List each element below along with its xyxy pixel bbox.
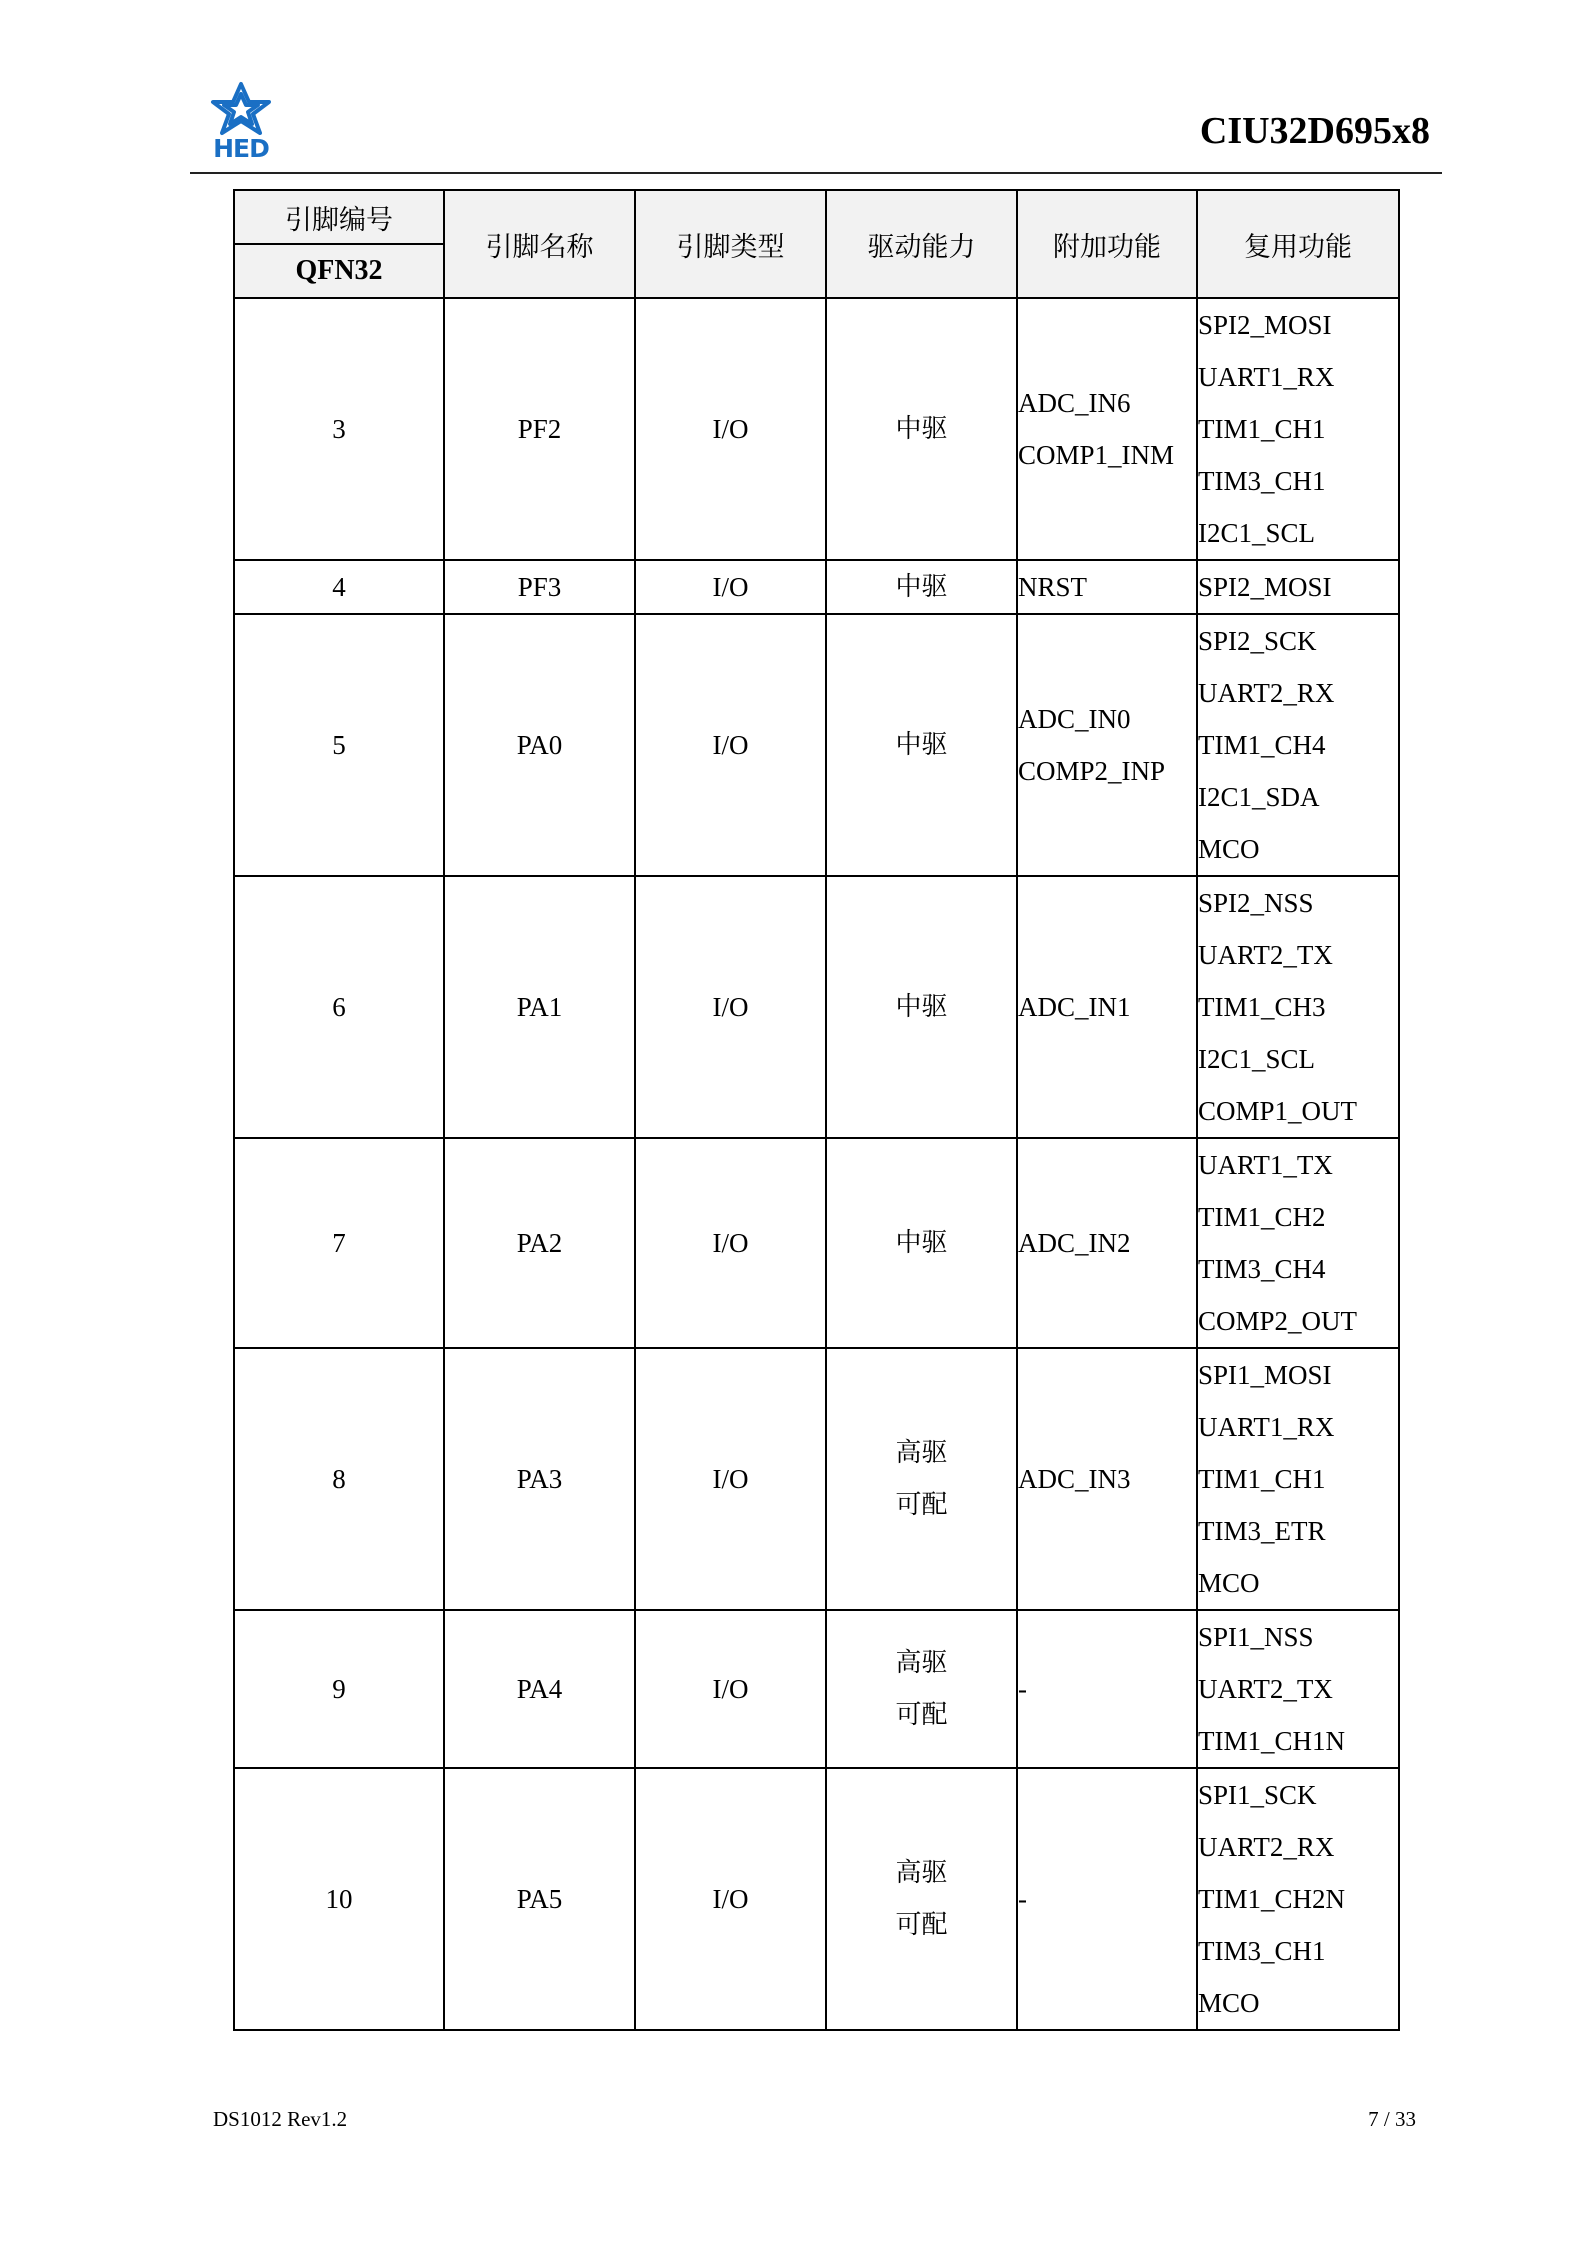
alternate-cell-line: UART1_RX bbox=[1198, 1412, 1335, 1442]
alternate-cell-line: SPI2_MOSI bbox=[1198, 310, 1332, 340]
pin-name-cell bbox=[444, 614, 635, 876]
additional-cell-line: ADC_IN6 bbox=[1018, 388, 1131, 418]
pin-name-cell bbox=[444, 560, 635, 614]
table-row bbox=[234, 1138, 1399, 1348]
drive-cell-line: 中驱 bbox=[895, 730, 948, 760]
drive-cell-line: 中驱 bbox=[895, 414, 948, 444]
additional-cell bbox=[1017, 1768, 1197, 2030]
drive-cell-line: 高驱 bbox=[895, 1648, 948, 1678]
pin-type-cell-text: I/O bbox=[712, 1464, 749, 1494]
pin-number-cell bbox=[234, 1348, 444, 1610]
hed-logo bbox=[205, 80, 277, 162]
alternate-cell-line: SPI2_MOSI bbox=[1198, 572, 1332, 602]
additional-cell bbox=[1017, 298, 1197, 560]
col-header-alternate: 复用功能 bbox=[1197, 190, 1399, 298]
alternate-cell-line: TIM1_CH1 bbox=[1198, 1464, 1326, 1494]
pin-type-cell-text: I/O bbox=[712, 414, 749, 444]
alternate-cell bbox=[1197, 560, 1399, 614]
alternate-cell-line: SPI2_SCK bbox=[1198, 626, 1317, 656]
table-row bbox=[234, 614, 1399, 876]
alternate-cell-line: TIM1_CH1N bbox=[1198, 1726, 1345, 1756]
alternate-cell-line: TIM1_CH2 bbox=[1198, 1202, 1326, 1232]
alternate-cell-line: COMP2_OUT bbox=[1198, 1306, 1358, 1336]
alternate-cell-line: SPI1_NSS bbox=[1198, 1622, 1314, 1652]
col-header-drive: 驱动能力 bbox=[826, 190, 1017, 298]
pin-name-cell-text: PA1 bbox=[516, 992, 563, 1022]
footer-doc-id: DS1012 Rev1.2 bbox=[213, 2107, 348, 2131]
pin-number-cell-text: 8 bbox=[332, 1464, 346, 1494]
alternate-cell-line: UART2_RX bbox=[1198, 1832, 1335, 1862]
alternate-cell bbox=[1197, 1348, 1399, 1610]
pin-number-cell bbox=[234, 1138, 444, 1348]
pin-name-cell-text: PA5 bbox=[516, 1884, 563, 1914]
additional-cell-line: ADC_IN2 bbox=[1018, 1228, 1131, 1258]
additional-cell bbox=[1017, 614, 1197, 876]
alternate-cell-line: COMP1_OUT bbox=[1198, 1096, 1358, 1126]
alternate-cell-line: TIM3_CH1 bbox=[1198, 1936, 1326, 1966]
drive-cell bbox=[826, 614, 1017, 876]
alternate-cell-line: UART1_TX bbox=[1198, 1150, 1333, 1180]
pin-name-cell bbox=[444, 298, 635, 560]
footer-page-number: 7 / 33 bbox=[1368, 2107, 1416, 2131]
alternate-cell-line: MCO bbox=[1198, 1568, 1260, 1598]
drive-cell-line: 可配 bbox=[895, 1490, 948, 1520]
drive-cell-line: 中驱 bbox=[895, 992, 948, 1022]
drive-cell-line: 高驱 bbox=[895, 1438, 948, 1468]
table-row bbox=[234, 560, 1399, 614]
pin-number-cell-text: 10 bbox=[325, 1884, 353, 1914]
drive-cell-line: 可配 bbox=[895, 1910, 948, 1940]
star-logo-icon bbox=[205, 80, 277, 138]
pin-definition-table bbox=[233, 189, 1400, 2031]
alternate-cell-line: UART1_RX bbox=[1198, 362, 1335, 392]
pin-number-cell bbox=[234, 614, 444, 876]
col-header-pin-number: 引脚编号 bbox=[234, 190, 444, 244]
additional-cell-line: NRST bbox=[1018, 572, 1088, 602]
col-header-additional: 附加功能 bbox=[1017, 190, 1197, 298]
pin-name-cell bbox=[444, 1138, 635, 1348]
pin-number-cell bbox=[234, 1610, 444, 1768]
alternate-cell-line: TIM3_CH1 bbox=[1198, 466, 1326, 496]
drive-cell bbox=[826, 1768, 1017, 2030]
additional-cell bbox=[1017, 876, 1197, 1138]
pin-type-cell-text: I/O bbox=[712, 992, 749, 1022]
pin-name-cell-text: PF2 bbox=[517, 414, 562, 444]
pin-type-cell-text: I/O bbox=[712, 730, 749, 760]
pin-name-cell bbox=[444, 1768, 635, 2030]
alternate-cell-line: SPI1_MOSI bbox=[1198, 1360, 1332, 1390]
pin-number-cell bbox=[234, 876, 444, 1138]
drive-cell-line: 可配 bbox=[895, 1700, 948, 1730]
drive-cell bbox=[826, 876, 1017, 1138]
pin-number-cell-text: 7 bbox=[332, 1228, 346, 1258]
pin-number-cell bbox=[234, 1768, 444, 2030]
pin-name-cell-text: PA2 bbox=[516, 1228, 563, 1258]
alternate-cell-line: MCO bbox=[1198, 1988, 1260, 2018]
pin-type-cell bbox=[635, 614, 826, 876]
drive-cell bbox=[826, 1348, 1017, 1610]
additional-cell-line: ADC_IN3 bbox=[1018, 1464, 1131, 1494]
table-row bbox=[234, 1768, 1399, 2030]
pin-number-cell bbox=[234, 298, 444, 560]
additional-cell-line: - bbox=[1018, 1674, 1027, 1704]
pin-type-cell bbox=[635, 1138, 826, 1348]
additional-cell bbox=[1017, 560, 1197, 614]
table-row bbox=[234, 876, 1399, 1138]
alternate-cell bbox=[1197, 876, 1399, 1138]
pin-number-cell-text: 9 bbox=[332, 1674, 346, 1704]
pin-type-cell bbox=[635, 1610, 826, 1768]
alternate-cell-line: SPI2_NSS bbox=[1198, 888, 1314, 918]
col-header-package: QFN32 bbox=[234, 244, 444, 298]
pin-type-cell-text: I/O bbox=[712, 1884, 749, 1914]
pin-type-cell-text: I/O bbox=[712, 572, 749, 602]
alternate-cell-line: TIM3_CH4 bbox=[1198, 1254, 1326, 1284]
pin-name-cell bbox=[444, 1610, 635, 1768]
alternate-cell-line: UART2_RX bbox=[1198, 678, 1335, 708]
pin-number-cell-text: 3 bbox=[332, 414, 346, 444]
drive-cell bbox=[826, 560, 1017, 614]
additional-cell-line: COMP1_INM bbox=[1018, 440, 1175, 470]
alternate-cell-line: TIM1_CH2N bbox=[1198, 1884, 1345, 1914]
pin-name-cell-text: PA3 bbox=[516, 1464, 563, 1494]
alternate-cell-line: UART2_TX bbox=[1198, 940, 1333, 970]
pin-type-cell bbox=[635, 1768, 826, 2030]
drive-cell bbox=[826, 1610, 1017, 1768]
alternate-cell-line: SPI1_SCK bbox=[1198, 1780, 1317, 1810]
logo-text: HED bbox=[213, 134, 269, 163]
alternate-cell-line: TIM1_CH3 bbox=[1198, 992, 1326, 1022]
alternate-cell bbox=[1197, 614, 1399, 876]
drive-cell-line: 中驱 bbox=[895, 572, 948, 602]
alternate-cell-line: MCO bbox=[1198, 834, 1260, 864]
pin-type-cell bbox=[635, 876, 826, 1138]
alternate-cell bbox=[1197, 1610, 1399, 1768]
alternate-cell-line: I2C1_SDA bbox=[1198, 782, 1320, 812]
additional-cell-line: ADC_IN0 bbox=[1018, 704, 1131, 734]
table-row bbox=[234, 1610, 1399, 1768]
col-header-pin-name: 引脚名称 bbox=[444, 190, 635, 298]
additional-cell bbox=[1017, 1348, 1197, 1610]
additional-cell-line: ADC_IN1 bbox=[1018, 992, 1131, 1022]
col-header-pin-type: 引脚类型 bbox=[635, 190, 826, 298]
table-row bbox=[234, 1348, 1399, 1610]
pin-name-cell-text: PA0 bbox=[516, 730, 563, 760]
additional-cell bbox=[1017, 1610, 1197, 1768]
pin-type-cell bbox=[635, 1348, 826, 1610]
additional-cell-line: COMP2_INP bbox=[1018, 756, 1166, 786]
additional-cell bbox=[1017, 1138, 1197, 1348]
alternate-cell-line: TIM1_CH1 bbox=[1198, 414, 1326, 444]
alternate-cell-line: TIM3_ETR bbox=[1198, 1516, 1326, 1546]
alternate-cell-line: TIM1_CH4 bbox=[1198, 730, 1326, 760]
pin-rows bbox=[234, 298, 1399, 2030]
drive-cell-line: 中驱 bbox=[895, 1228, 948, 1258]
alternate-cell bbox=[1197, 1768, 1399, 2030]
table-row bbox=[234, 298, 1399, 560]
header-rule bbox=[190, 172, 1442, 174]
drive-cell-line: 高驱 bbox=[895, 1858, 948, 1888]
alternate-cell bbox=[1197, 1138, 1399, 1348]
alternate-cell-line: I2C1_SCL bbox=[1198, 518, 1316, 548]
pin-type-cell-text: I/O bbox=[712, 1674, 749, 1704]
drive-cell bbox=[826, 298, 1017, 560]
pin-number-cell-text: 6 bbox=[332, 992, 346, 1022]
pin-type-cell bbox=[635, 560, 826, 614]
pin-name-cell-text: PA4 bbox=[516, 1674, 563, 1704]
alternate-cell-line: I2C1_SCL bbox=[1198, 1044, 1316, 1074]
pin-name-cell bbox=[444, 1348, 635, 1610]
drive-cell bbox=[826, 1138, 1017, 1348]
pin-name-cell-text: PF3 bbox=[517, 572, 562, 602]
pin-type-cell bbox=[635, 298, 826, 560]
pin-number-cell-text: 5 bbox=[332, 730, 346, 760]
pin-number-cell-text: 4 bbox=[332, 572, 346, 602]
pin-number-cell bbox=[234, 560, 444, 614]
pin-name-cell bbox=[444, 876, 635, 1138]
pin-type-cell-text: I/O bbox=[712, 1228, 749, 1258]
alternate-cell bbox=[1197, 298, 1399, 560]
additional-cell-line: - bbox=[1018, 1884, 1027, 1914]
document-title: CIU32D695x8 bbox=[1199, 110, 1430, 152]
alternate-cell-line: UART2_TX bbox=[1198, 1674, 1333, 1704]
